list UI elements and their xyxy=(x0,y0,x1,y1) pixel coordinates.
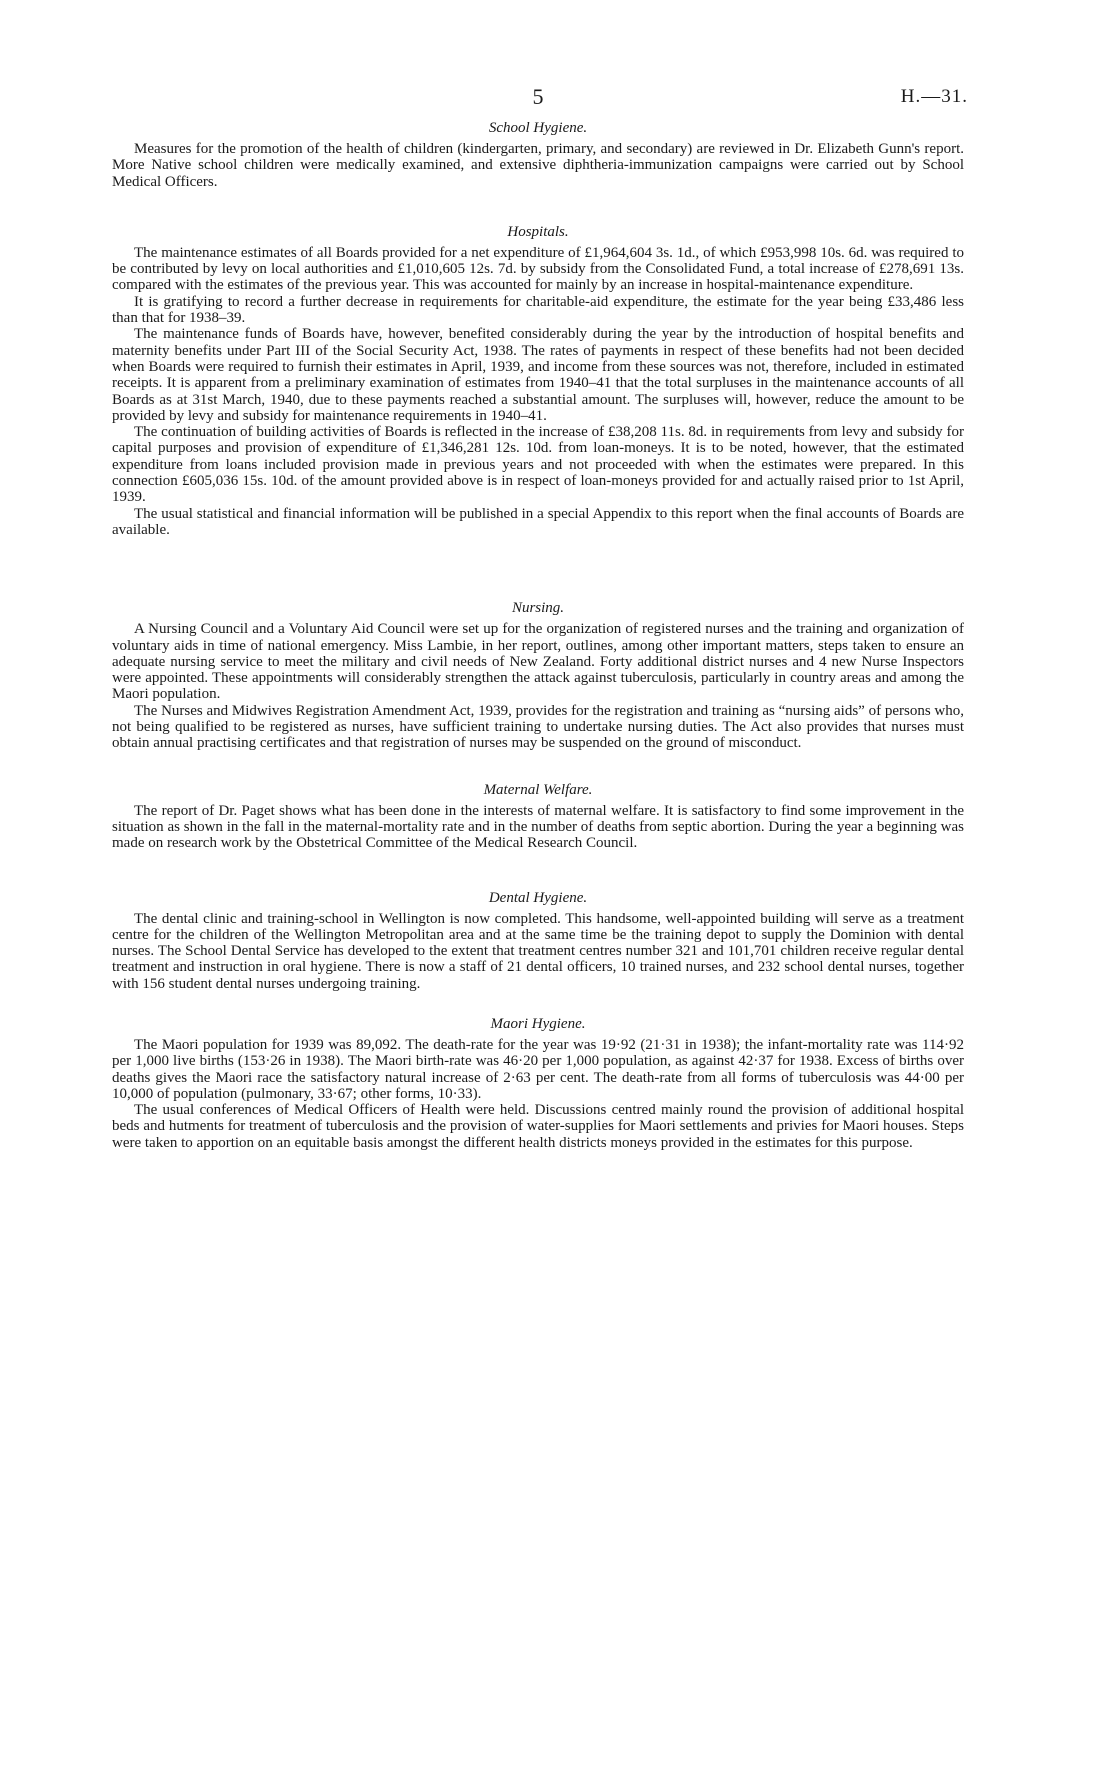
section-title: Nursing. xyxy=(511,600,565,617)
paragraph: The Maori population for 1939 was 89,092. The death-rate for the year was 19·92 (21·31 in 1938); the infant-mortality rate was 114·92 per 1,000 live births (153·26 in 1938). The Maori birth-rate was 46·20 per 1,000 population, as against 42·37 for 1938. Excess of births over deaths gives the Maori race the satisfactory natural increase of 2·63 per cent. The death-rate from all forms of tuberculosis was 44·00 per 10,000 of population (pulmonary, 33·67; other forms, 10·33). xyxy=(112,1036,964,1102)
section-maternal-welfare xyxy=(112,782,964,852)
document-reference: H.—31. xyxy=(900,86,968,107)
paragraph: The dental clinic and training-school in Wellington is now completed. This handsome, well-appointed building will serve as a treatment centre for the children of the Wellington Metropolitan area and at the same time be the training depot to supply the Dominion with dental nurses. The School Dental Service has developed to the extent that treatment centres number 321 and 101,701 children receive regular dental treatment and instruction in oral hygiene. There is now a staff of 21 dental officers, 10 trained nurses, and 232 school dental nurses, together with 156 student dental nurses undergoing training. xyxy=(112,910,964,992)
section-title: Maternal Welfare. xyxy=(483,781,593,798)
section-title: Hospitals. xyxy=(507,223,569,240)
section-dental-hygiene xyxy=(112,890,964,992)
paragraph: The continuation of building activities of Boards is reflected in the increase of £38,208 11s. 8d. in requirements from levy and subsidy for capital purposes and provision of expenditure of £1,346,281 12s. 10d. from loan-moneys. It is to be noted, however, that the estimated expenditure from loans included provision made in previous years and not proceeded with when the estimates were prepared. In this connection £605,036 15s. 10d. of the amount provided above is in respect of loan-moneys provided for and actually raised prior to 1st April, 1939. xyxy=(112,424,964,506)
paragraph: The Nurses and Midwives Registration Amendment Act, 1939, provides for the registration and training as “nursing aids” of persons who, not being qualified to be registered as nurses, have sufficient training to undertake nursing duties. The Act also provides that nurses must obtain annual practising certificates and that registration of nurses may be suspended on the ground of misconduct. xyxy=(112,702,964,752)
section-title: Dental Hygiene. xyxy=(488,889,588,906)
page-number: 5 xyxy=(532,84,544,109)
paragraph: A Nursing Council and a Voluntary Aid Council were set up for the organization of registered nurses and the training and organization of voluntary aids in time of national emergency. Miss Lambie, in her report, outlines, among other important matters, steps taken to ensure an adequate nursing service to meet the military and civil needs of New Zealand. Forty additional district nurses and 4 new Nurse Inspectors were appointed. These appointments will considerably strengthen the attack against tuberculosis, particularly in country areas and among the Maori population. xyxy=(112,621,964,703)
section-maori-hygiene xyxy=(112,1016,964,1151)
paragraph: The report of Dr. Paget shows what has been done in the interests of maternal welfare. It is satisfactory to find some improvement in the situation as shown in the fall in the maternal-mortality rate and in the number of deaths from septic abortion. During the year a beginning was made on research work by the Obstetrical Committee of the Medical Research Council. xyxy=(112,802,964,852)
paragraph: The maintenance estimates of all Boards provided for a net expenditure of £1,964,604 3s. 1d., of which £953,998 10s. 6d. was required to be contributed by levy on local authorities and £1,010,605 12s. 7d. by subsidy from the Consolidated Fund, a total increase of £278,691 13s. compared with the estimates of the previous year. This was accounted for mainly by an increase in hospital-maintenance expenditure. xyxy=(112,244,964,294)
paragraph: The usual conferences of Medical Officers of Health were held. Discussions centred mainly round the provision of additional hospital beds and hutments for treatment of tuberculosis and the provision of water-supplies for Maori settlements and privies for Maori houses. Steps were taken to apportion on an equitable basis amongst the different health districts moneys provided in the estimates for this purpose. xyxy=(112,1102,964,1151)
paragraph: Measures for the promotion of the health of children (kindergarten, primary, and secondary) are reviewed in Dr. Elizabeth Gunn's report. More Native school children were medically examined, and extensive diphtheria-immunization campaigns were carried out by School Medical Officers. xyxy=(112,141,964,190)
paragraph: The maintenance funds of Boards have, however, benefited considerably during the year by the introduction of hospital benefits and maternity benefits under Part III of the Social Security Act, 1938. The rates of payments in respect of these benefits had not been decided when Boards were required to furnish their estimates in April, 1939, and income from these sources was not, therefore, included in estimated receipts. It is apparent from a preliminary examination of estimates from 1940–41 that the total surpluses in the maintenance accounts of all Boards as at 31st March, 1940, due to these payments reached a substantial amount. The surpluses will, however, reduce the amount to be provided by levy and subsidy for maintenance requirements in 1940–41. xyxy=(112,326,964,424)
section-title: School Hygiene. xyxy=(488,120,588,136)
section-title: Maori Hygiene. xyxy=(490,1015,586,1032)
section-hospitals xyxy=(112,224,964,538)
section-nursing xyxy=(112,600,964,751)
document-page xyxy=(112,84,968,1151)
section-school-hygiene xyxy=(112,120,964,190)
paragraph: The usual statistical and financial information will be published in a special Appendix to this report when the final accounts of Boards are available. xyxy=(112,505,964,538)
paragraph: It is gratifying to record a further decrease in requirements for charitable-aid expenditure, the estimate for the year being £33,486 less than that for 1938–39. xyxy=(112,293,964,327)
page-header xyxy=(112,84,968,114)
